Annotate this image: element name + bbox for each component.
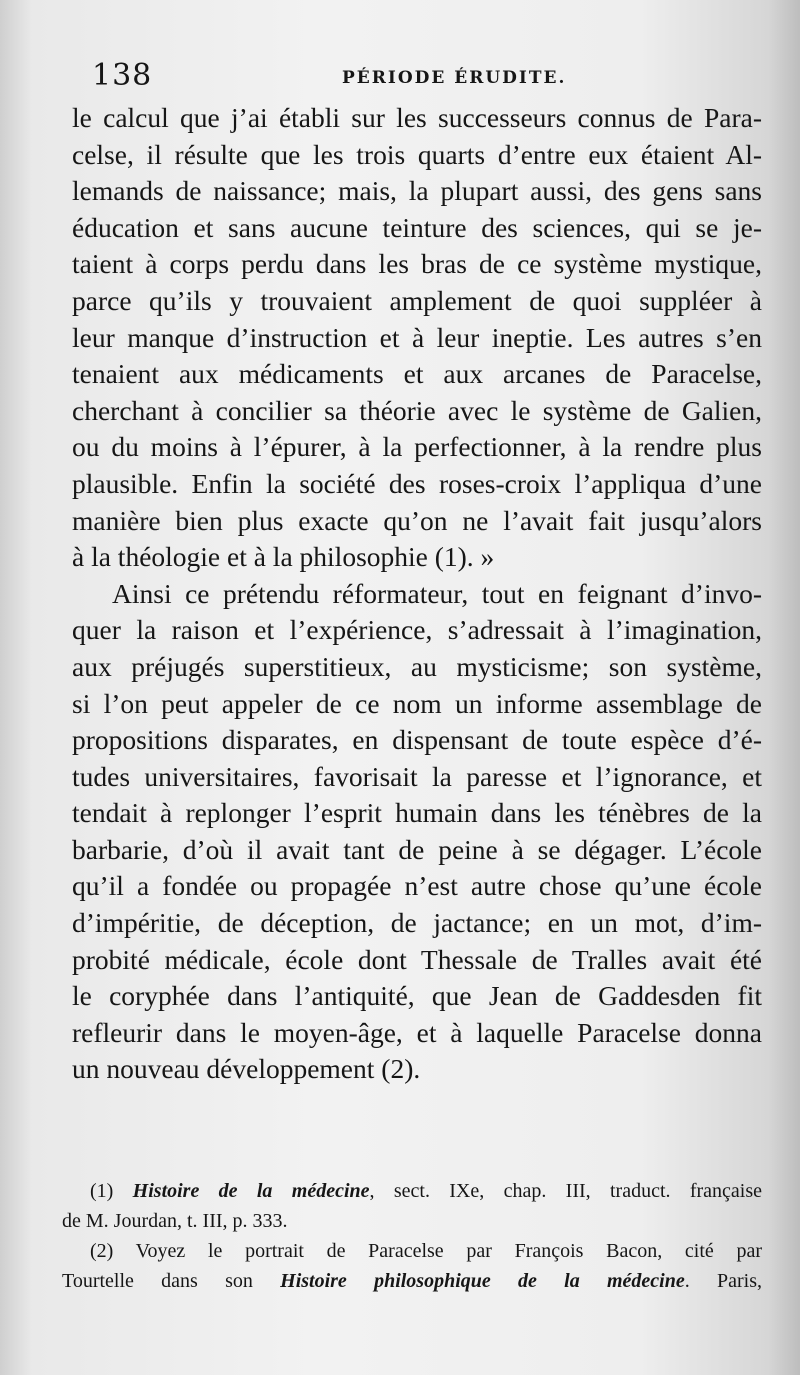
text-line: barbarie, d’où il avait tant de peine à se dégager. L’école — [72, 833, 762, 865]
text-line: tendait à replonger l’esprit humain dans les ténèbres de la — [72, 797, 762, 829]
footnote-text: Tourtelle dans son — [62, 1270, 281, 1292]
text-line: refleurir dans le moyen-âge, et à laquelle Paracelse donna — [72, 1016, 762, 1048]
text-line: quer la raison et l’expérience, s’adressait à l’imagination, — [72, 614, 762, 646]
footnotes — [62, 1176, 762, 1296]
text-line: le coryphée dans l’antiquité, que Jean de Gaddesden fit — [72, 980, 762, 1012]
footnote-mark: (2) — [90, 1240, 114, 1262]
text-line: plausible. Enfin la société des roses-croix l’appliqua d’une — [72, 467, 762, 499]
footnote-2 — [62, 1236, 762, 1266]
text-line: probité médicale, école dont Thessale de Tralles avait été — [72, 943, 762, 975]
text-line: lemands de naissance; mais, la plupart aussi, des gens sans — [72, 175, 762, 207]
footnote-text: Voyez le portrait de Paracelse par François Bacon, cité par — [135, 1240, 763, 1262]
footnote-text: . Paris, — [684, 1270, 762, 1292]
text-line: manière bien plus exacte qu’on ne l’avait fait jusqu’alors — [72, 504, 762, 536]
text-line: cherchant à concilier sa théorie avec le système de Galien, — [72, 394, 762, 426]
footnote-title: Histoire de la médecine — [132, 1180, 370, 1202]
text-line: tenaient aux médicaments et aux arcanes de Paracelse, — [72, 358, 762, 390]
text-line: d’impéritie, de déception, de jactance; en un mot, d’im- — [72, 907, 762, 939]
text-line: aux préjugés superstitieux, au mysticisme; son système, — [72, 650, 762, 682]
text-line: propositions disparates, en dispensant de toute espèce d’é- — [72, 724, 762, 756]
text-line: éducation et sans aucune teinture des sciences, qui se je- — [72, 211, 762, 243]
text-line: un nouveau développement (2). — [72, 1053, 421, 1085]
page-header — [92, 58, 742, 98]
text-line: leur manque d’instruction et à leur ineptie. Les autres s’en — [72, 321, 762, 353]
page-number: 138 — [92, 58, 153, 93]
footnote-text: , sect. IXe, chap. III, traduct. française — [369, 1180, 762, 1202]
text-line: à la théologie et à la philosophie (1). » — [72, 541, 495, 573]
text-line: Ainsi ce prétendu réformateur, tout en feignant d’invo- — [112, 577, 762, 609]
text-line: taient à corps perdu dans les bras de ce système mystique, — [72, 248, 762, 280]
footnote-1-line-2: de M. Jourdan, t. III, p. 333. — [62, 1210, 288, 1232]
footnote-2-line-2 — [62, 1266, 762, 1296]
text-line: le calcul que j’ai établi sur les successeurs connus de Para- — [72, 102, 762, 133]
running-head: PÉRIODE ÉRUDITE. — [342, 68, 567, 88]
text-line: celse, il résulte que les trois quarts d’entre eux étaient Al- — [72, 138, 762, 170]
footnote-mark: (1) — [90, 1180, 114, 1202]
text-line: qu’il a fondée ou propagée n’est autre chose qu’une école — [72, 870, 762, 902]
footnote-title: Histoire philosophique de la médecine — [280, 1270, 685, 1292]
text-line: ou du moins à l’épurer, à la perfectionner, à la rendre plus — [72, 431, 762, 463]
main-text — [72, 100, 762, 1088]
text-line: parce qu’ils y trouvaient amplement de quoi suppléer à — [72, 284, 762, 316]
text-line: tudes universitaires, favorisait la paresse et l’ignorance, et — [72, 760, 762, 792]
footnote-1 — [62, 1176, 762, 1206]
text-line: si l’on peut appeler de ce nom un informe assemblage de — [72, 687, 762, 719]
